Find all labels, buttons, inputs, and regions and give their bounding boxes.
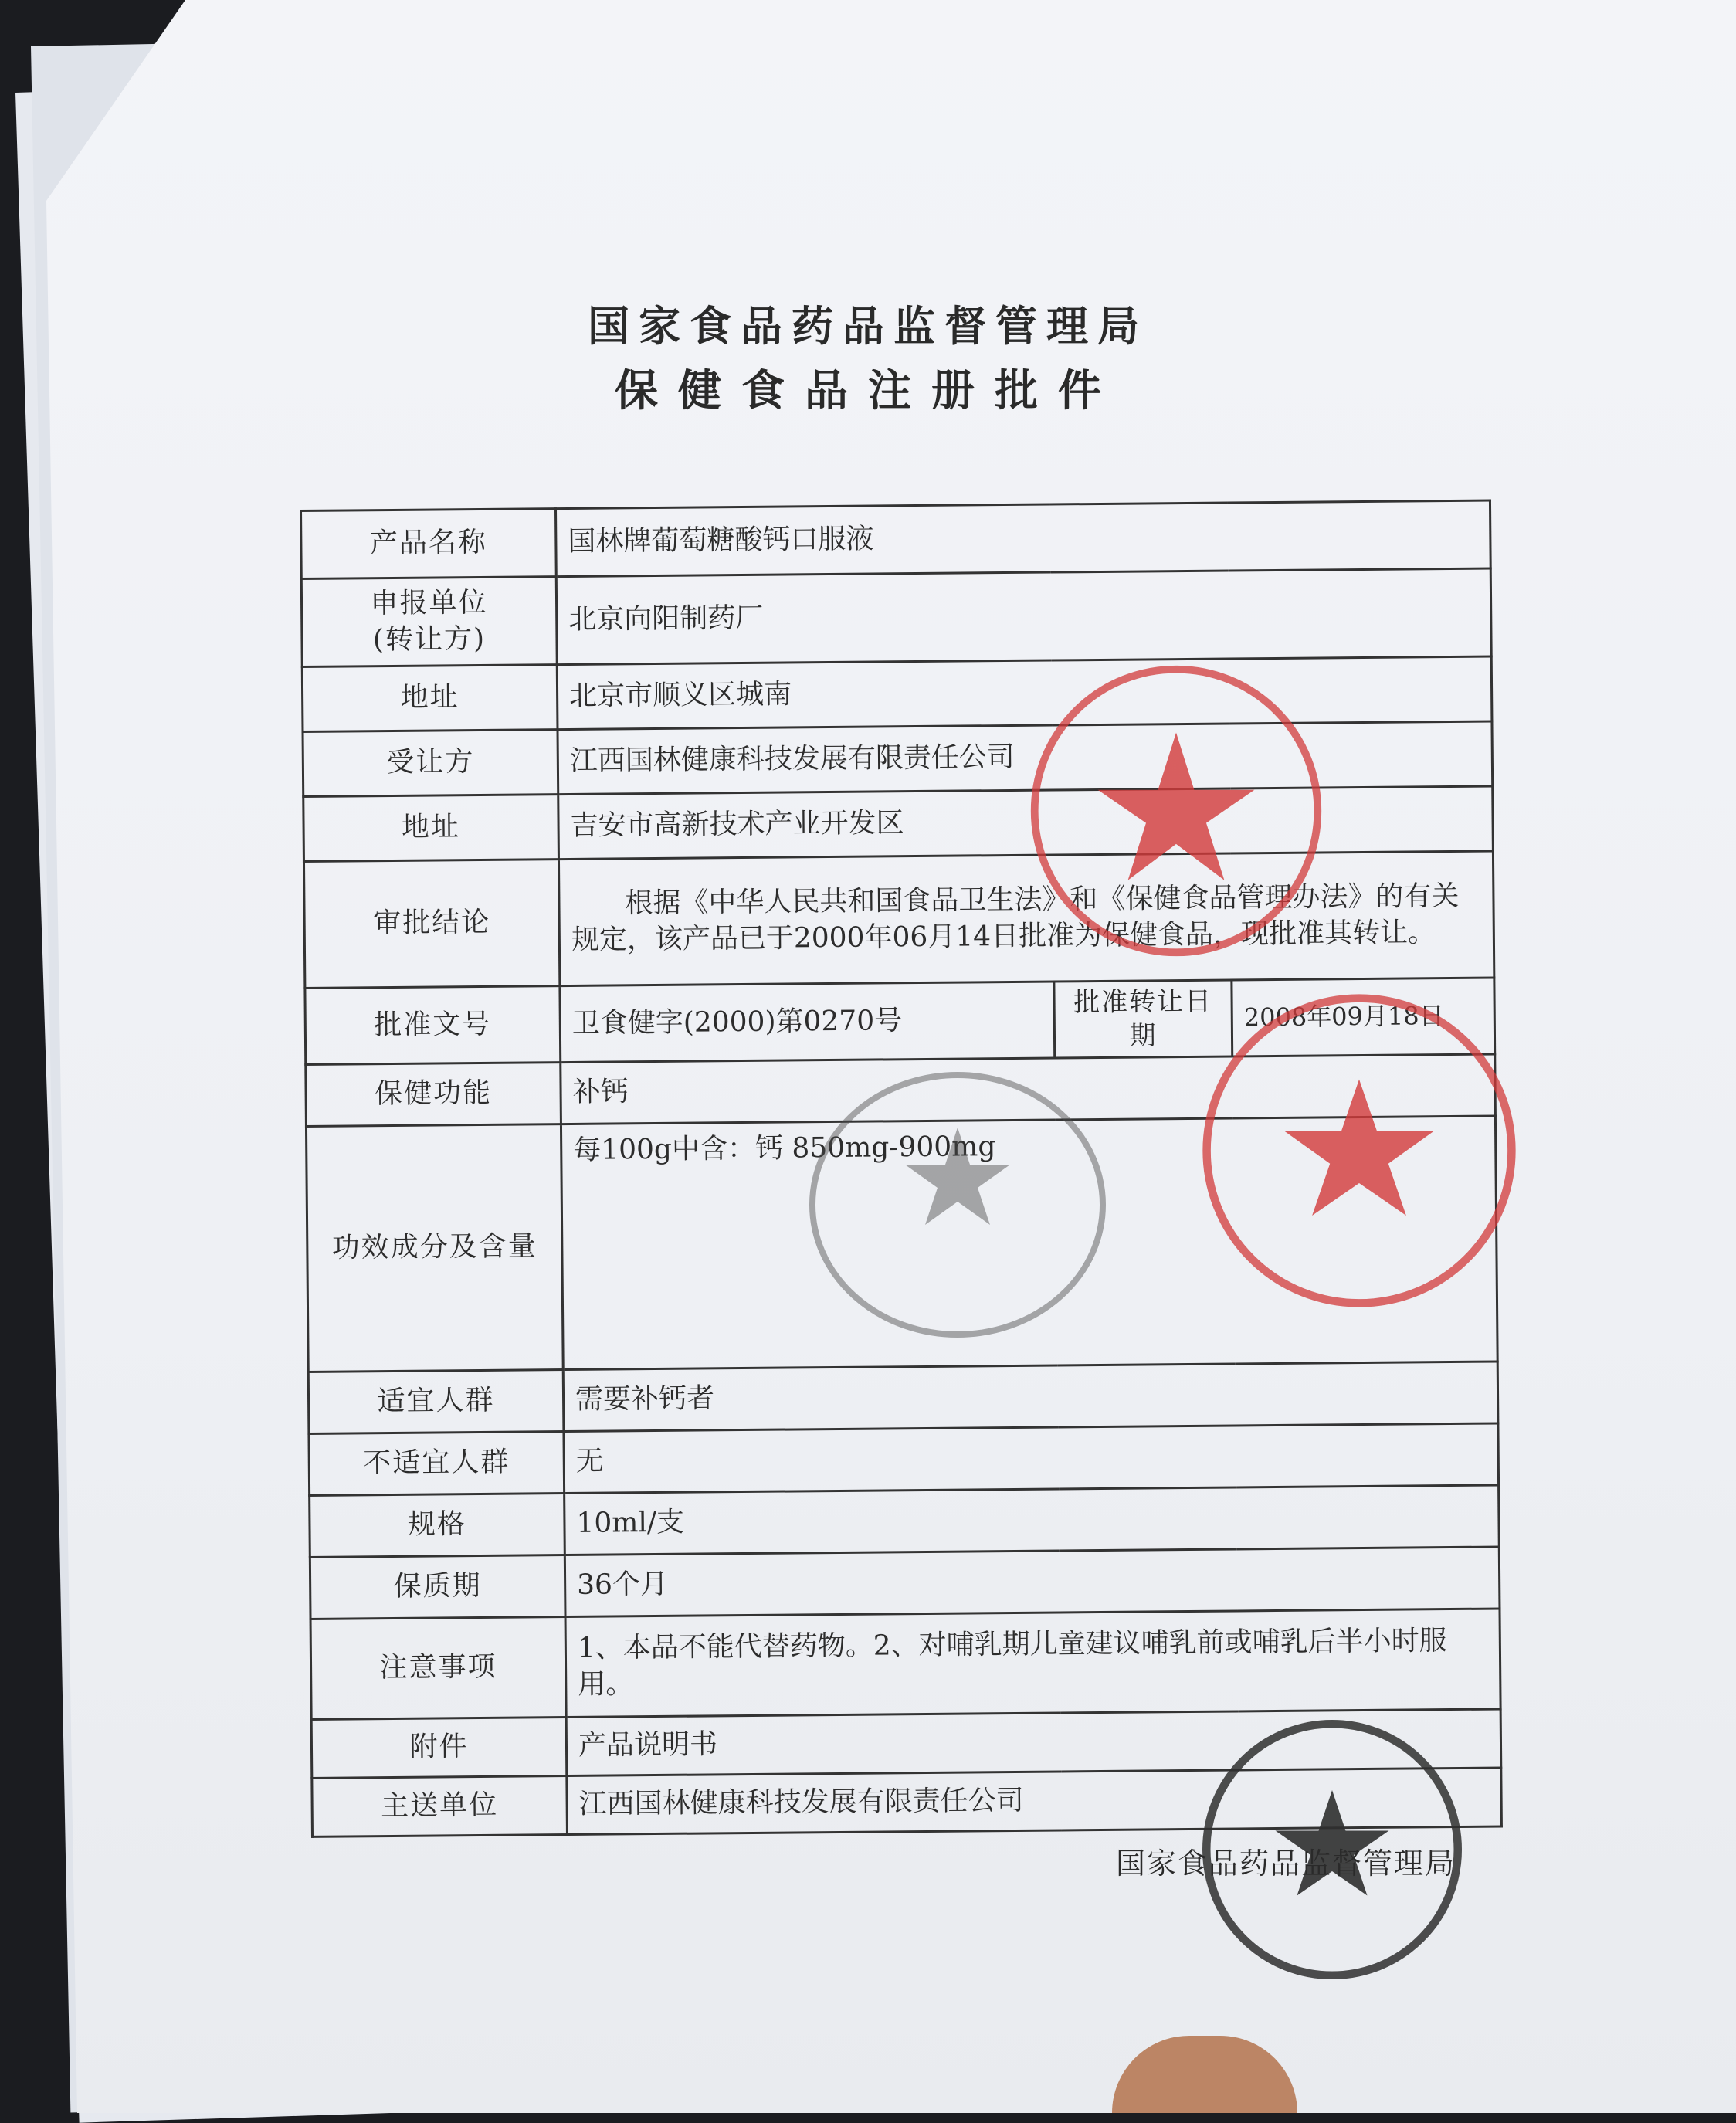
red-quality-stamp	[1197, 989, 1521, 1313]
table-row	[308, 1362, 1498, 1433]
table-row	[301, 500, 1491, 578]
issuing-authority: 国家食品药品监督管理局	[1116, 1847, 1456, 1881]
row-value: 江西国林健康科技发展有限责任公司	[558, 721, 1493, 795]
row-value: 无	[564, 1423, 1499, 1494]
transfer-date-value: 2008年09月18日	[1232, 978, 1495, 1056]
table-row	[301, 568, 1491, 666]
row-label: 批准文号	[305, 986, 561, 1065]
row-label: 不适宜人群	[309, 1432, 565, 1496]
row-value: 36个月	[565, 1547, 1500, 1617]
row-label: 适宜人群	[308, 1370, 564, 1434]
row-label: 申报单位 (转让方)	[301, 577, 557, 667]
table-row	[310, 1485, 1500, 1557]
row-label: 审批结论	[303, 860, 559, 989]
row-value: 江西国林健康科技发展有限责任公司	[567, 1768, 1502, 1835]
document-title: 国家食品药品监督管理局	[588, 301, 1148, 351]
row-value: 北京市顺义区城南	[557, 656, 1492, 730]
row-value: 根据《中华人民共和国食品卫生法》和《保健食品管理办法》的有关规定，该产品已于2000年06月14日批准为保健食品，现批准其转让。	[558, 851, 1494, 986]
row-value: 补钙	[561, 1054, 1496, 1124]
row-value: 10ml/支	[565, 1485, 1500, 1555]
gray-faded-stamp	[803, 1066, 1112, 1344]
table-row	[310, 1547, 1500, 1619]
row-label: 规格	[310, 1494, 565, 1558]
red-seal-stamp	[1026, 656, 1327, 965]
row-label: 功效成分及含量	[306, 1124, 563, 1372]
row-value: 卫食健字(2000)第0270号	[560, 982, 1055, 1063]
row-value: 北京向阳制药厂	[556, 568, 1491, 665]
row-label: 保健功能	[306, 1063, 561, 1127]
row-label: 主送单位	[312, 1776, 568, 1837]
row-value: 吉安市高新技术产业开发区	[558, 786, 1494, 860]
row-label: 注意事项	[310, 1617, 566, 1720]
document-subtitle: 保健食品注册批件	[615, 365, 1121, 416]
table-row	[310, 1609, 1500, 1719]
row-value: 1、本品不能代替药物。2、对哺乳期儿童建议哺乳前或哺乳后半小时服用。	[565, 1609, 1500, 1718]
row-label: 附件	[311, 1718, 567, 1779]
row-value: 产品说明书	[566, 1709, 1501, 1776]
row-label: 地址	[302, 665, 558, 732]
table-row	[309, 1423, 1499, 1495]
row-value: 每100g中含：钙 850mg-900mg	[561, 1116, 1497, 1370]
transfer-date-label: 批准转让日期	[1054, 980, 1232, 1058]
row-value: 国林牌葡萄糖酸钙口服液	[556, 500, 1491, 577]
row-label: 保质期	[310, 1555, 565, 1619]
row-label: 地址	[303, 795, 559, 862]
row-label: 产品名称	[301, 509, 557, 579]
row-label: 受让方	[303, 730, 558, 797]
row-value: 需要补钙者	[563, 1362, 1498, 1432]
